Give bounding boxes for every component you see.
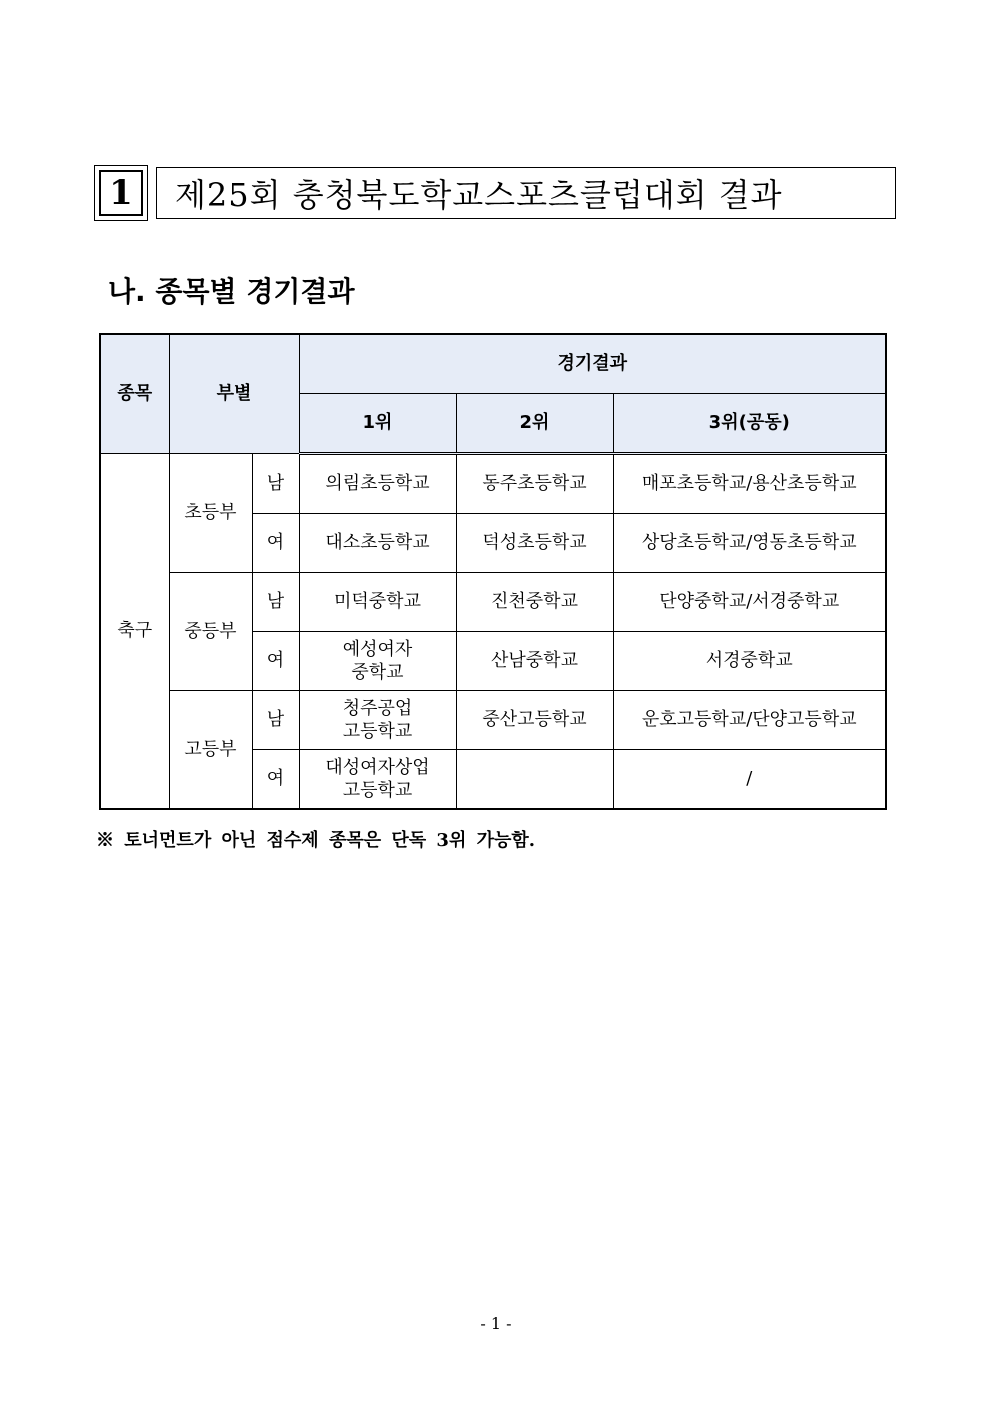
first-place-line: 대성여자상업: [325, 756, 430, 778]
results-table: [99, 333, 887, 810]
header-second: 2위: [456, 394, 613, 454]
gender-cell: 남: [252, 454, 299, 514]
third-place-cell: 상당초등학교/영동초등학교: [613, 514, 886, 573]
first-place-cell: 대소초등학교: [299, 514, 456, 573]
third-place-cell: 매포초등학교/용산초등학교: [613, 454, 886, 514]
first-place-line: 고등학교: [342, 780, 413, 801]
title-number: 1: [99, 170, 143, 216]
second-place-cell: 중산고등학교: [456, 691, 613, 750]
header-first: 1위: [299, 394, 456, 454]
division-cell: 중등부: [169, 573, 252, 691]
table-row: [100, 573, 886, 632]
gender-cell: 남: [252, 573, 299, 632]
table-row: [100, 691, 886, 750]
first-place-line: 고등학교: [342, 721, 413, 742]
first-place-line: 예성여자: [342, 638, 413, 660]
gender-cell: 여: [252, 632, 299, 691]
title-number-box: [94, 165, 148, 221]
first-place-line: 중학교: [351, 662, 404, 683]
second-place-cell: 산남중학교: [456, 632, 613, 691]
footnote: ※ 토너먼트가 아닌 점수제 종목은 단독 3위 가능함.: [96, 830, 536, 851]
section-heading: 나. 종목별 경기결과: [108, 275, 355, 308]
header-third: 3위(공동): [613, 394, 886, 454]
table-row: [100, 454, 886, 514]
second-place-cell: 진천중학교: [456, 573, 613, 632]
first-place-cell: 미덕중학교: [299, 573, 456, 632]
third-place-cell: 서경중학교: [613, 632, 886, 691]
page-number: - 1 -: [480, 1314, 512, 1333]
gender-cell: 여: [252, 750, 299, 810]
sport-cell: 축구: [100, 454, 169, 810]
division-cell: 초등부: [169, 454, 252, 573]
gender-cell: 여: [252, 514, 299, 573]
header-results: 경기결과: [299, 334, 886, 394]
table-header-row: [100, 334, 886, 394]
first-place-line: 청주공업: [342, 697, 413, 719]
gender-cell: 남: [252, 691, 299, 750]
header-sport: 종목: [100, 334, 169, 454]
first-place-cell: [299, 750, 456, 810]
third-place-cell: 단양중학교/서경중학교: [613, 573, 886, 632]
first-place-cell: 의림초등학교: [299, 454, 456, 514]
third-place-cell: 운호고등학교/단양고등학교: [613, 691, 886, 750]
second-place-cell: [456, 750, 613, 810]
title-banner: [156, 167, 896, 219]
second-place-cell: 덕성초등학교: [456, 514, 613, 573]
header-division: 부별: [169, 334, 299, 454]
second-place-cell: 동주초등학교: [456, 454, 613, 514]
division-cell: 고등부: [169, 691, 252, 810]
first-place-cell: [299, 632, 456, 691]
page-title: 제25회 충청북도학교스포츠클럽대회 결과: [175, 176, 783, 214]
third-place-cell: /: [613, 750, 886, 810]
first-place-cell: [299, 691, 456, 750]
